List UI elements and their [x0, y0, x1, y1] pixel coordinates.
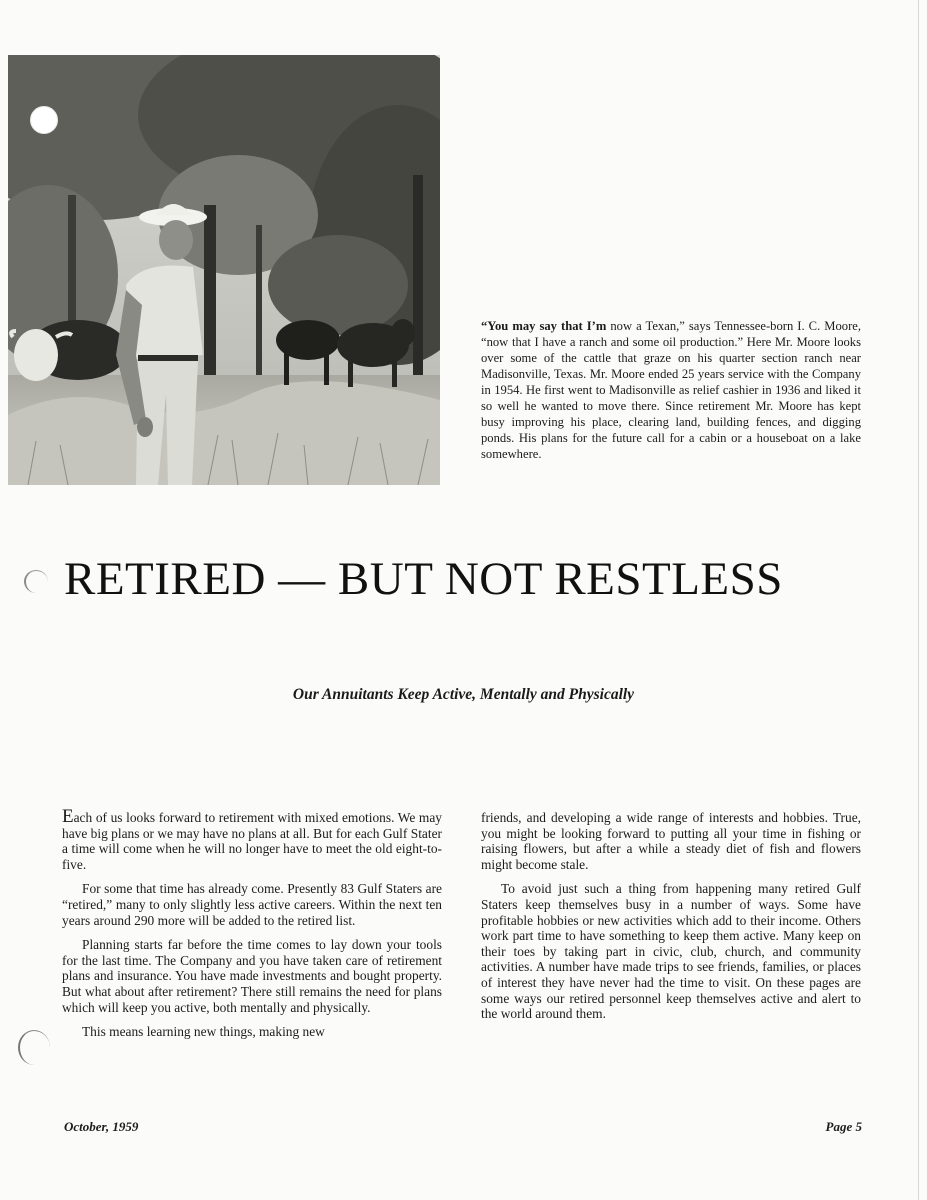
drop-cap: E: [62, 806, 74, 827]
caption-body: now a Texan,” says Tennessee-born I. C. Moore, “now that I have a ranch and some oil production.” Here Mr. Moore looks over some of the cattle that graze on his quarter section ranch near Madisonville, Texas. Mr. Moore ended 25 years service with the Company in 1954. He first went to Madisonville as relief cashier in 1936 and liked it so well he wanted to move there. Since retirement Mr. Moore has kept busy improving his place, clearing land, building fences, and digging ponds. His plans for the future call for a cabin or a houseboat on a lake somewhere.: [481, 319, 862, 461]
punch-hole-top: [30, 106, 58, 134]
footer-page-number: Page 5: [825, 1119, 862, 1134]
punch-hole-bottom: [18, 1030, 50, 1065]
article-column-right: [481, 810, 861, 1031]
footer-date: October, 1959: [64, 1119, 139, 1134]
article-paragraph: Planning starts far before the time comes to lay down your tools for the last time. The Company and you have taken care of retirement plans and insurance. You have made investments and bought property. But what about after retirement? There still remains the need for plans which will keep you active, both mentally and physically.: [62, 937, 442, 1015]
article-headline: RETIRED — BUT NOT RESTLESS: [64, 553, 783, 605]
page-edge: [918, 0, 919, 1200]
article-column-left: [62, 806, 442, 1049]
photo-caption: [481, 318, 861, 462]
article-paragraph: Each of us looks forward to retirement with mixed emotions. We may have big plans or we may have no plans at all. But for each Gulf Stater a time will come when he will no longer have to meet the old eight-to-five.: [62, 806, 442, 872]
caption-lead: “You may say that I’m: [481, 319, 607, 333]
article-subhead: Our Annuitants Keep Active, Mentally and Physically: [292, 686, 635, 703]
article-paragraph: friends, and developing a wide range of interests and hobbies. True, you might be looking forward to putting all your time in fishing or raising flowers, but after a while a steady diet of fish and flowers might become stale.: [481, 810, 861, 872]
photo-rancher-with-cattle: [8, 55, 440, 485]
punch-hole-middle: [24, 570, 48, 593]
article-paragraph: To avoid just such a thing from happening many retired Gulf Staters keep themselves busy in a number of ways. Some have profitable hobbies or new activities which add to their income. Others work part time to have something to keep them active. Many keep on their toes by taking part in civic, club, church, and community activities. A number have made trips to see friends, families, or places of interest they have never had the time to visit. On these pages are some ways our retired personnel keep themselves active and alert to the world around them.: [481, 881, 861, 1022]
article-paragraph: This means learning new things, making new: [82, 1024, 325, 1040]
article-paragraph: For some that time has already come. Presently 83 Gulf Staters are “retired,” many to only slightly less active careers. Within the next ten years around 290 more will be added to the retired list.: [62, 881, 442, 928]
photo-illustration: [8, 55, 440, 485]
